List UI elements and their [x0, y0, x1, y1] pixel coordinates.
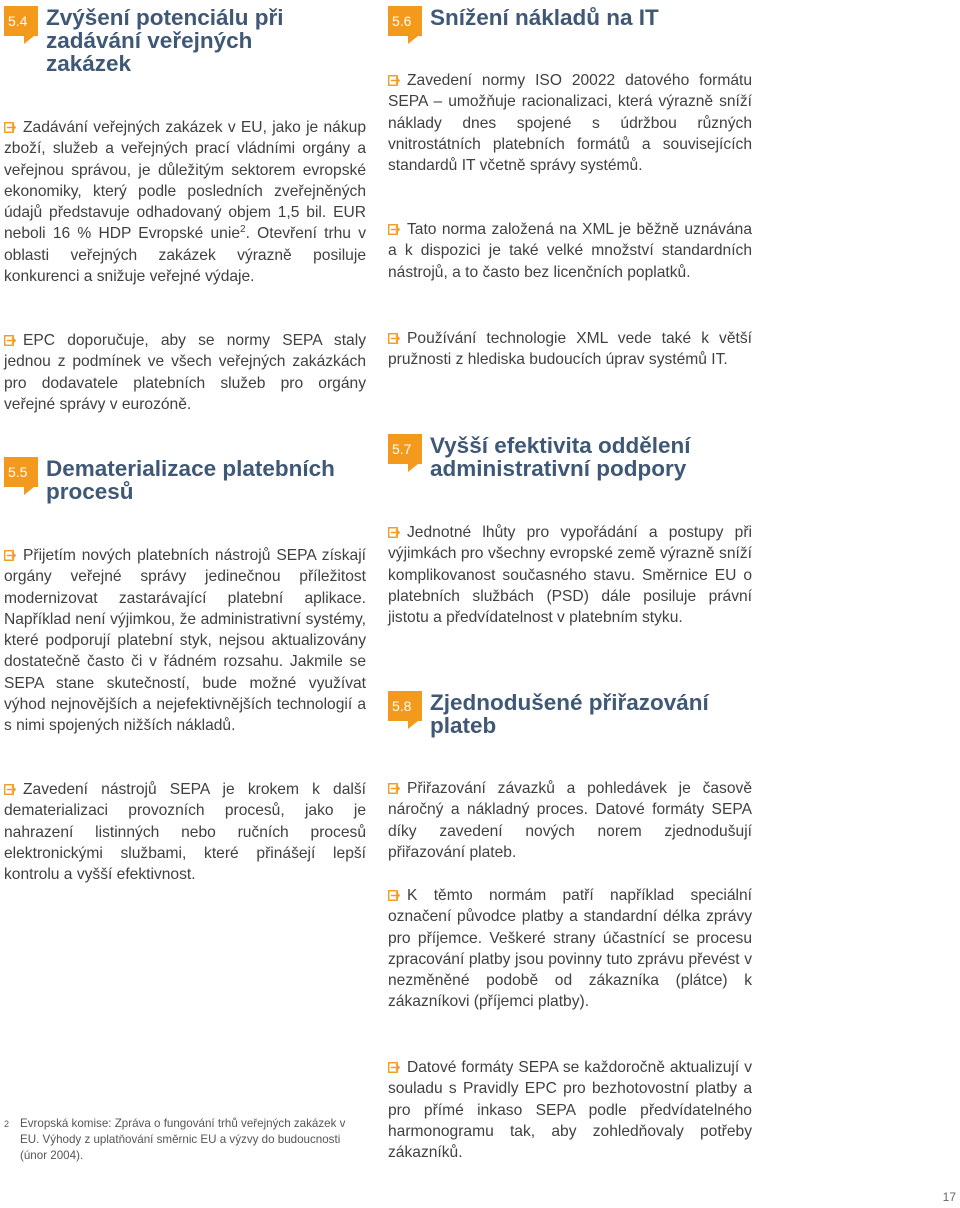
paragraph-text: Jednotné lhůty pro vypořádání a postupy při výjimkách pro všechny evropské země výrazně sníží komplikovanost současného stavu. Směrnice EU o platebních službách (PSD) dále posiluje právní jistotu a předvídatelnost v platebním styku.: [388, 524, 752, 627]
paragraph-text: Datové formáty SEPA se každoročně aktualizují v souladu s Pravidly EPC pro bezhotovostní platby a pro přímé inkaso SEPA podle předvídatelného harmonogramu tak, aby zohledňovaly potřeby zákazníků.: [388, 1059, 752, 1162]
section-5-8-paragraph-2: [388, 885, 752, 1013]
arrow-bullet-icon: [388, 890, 400, 901]
section-5-6-heading: [388, 6, 752, 46]
paragraph-text: Přijetím nových platebních nástrojů SEPA získají orgány veřejné správy jedinečnou příležitost modernizovat zastarávající platební aplikace. Například není výjimkou, že administrativní systémy, které podporují platební styk, nejsou aktualizovány dostatečně často či v řádném rozsahu. Jakmile se SEPA stane skutečností, bude možné využívat výhod nejnovějších a nejefektivnějších technologií a s nimi spojených nižších nákladů.: [4, 547, 366, 735]
section-5-8-heading: [388, 691, 752, 737]
arrow-bullet-icon: [388, 333, 400, 344]
section-5-8-paragraph-3: [388, 1057, 752, 1163]
section-title: Snížení nákladů na IT: [430, 5, 659, 30]
arrow-bullet-icon: [4, 784, 16, 795]
section-number-badge: 5.4: [4, 6, 38, 36]
section-number-badge: 5.6: [388, 6, 422, 36]
arrow-bullet-icon: [388, 783, 400, 794]
arrow-bullet-icon: [388, 527, 400, 538]
paragraph-text: Zavedení normy ISO 20022 datového formátu SEPA – umožňuje racionalizaci, která výrazně sníží náklady dnes spojené s údržbou různých vnitrostátních platebních formátů a souvisejících standardů IT včetně správy systémů.: [388, 72, 752, 175]
section-title: Zvýšení potenciálu při zadávání veřejných zakázek: [46, 5, 284, 76]
paragraph-text: Zavedení nástrojů SEPA je krokem k další dematerializaci provozních procesů, jako je nahrazení listinných nebo ručních procesů elektronickými službami, které přinášejí lepší kontrolu a vyšší efektivnost.: [4, 781, 366, 884]
paragraph-text: Zadávání veřejných zakázek v EU, jako je nákup zboží, služeb a veřejných prací vládními orgány a veřejnou správou, je důležitým sektorem evropské ekonomiky, který podle posledních zveřejněných údajů představuje odhadovaný objem 1,5 bil. EUR neboli 16 % HDP Evropské unie: [4, 119, 366, 243]
section-5-7-heading: [388, 434, 752, 480]
section-5-7-paragraph-1: [388, 522, 752, 628]
footnote-text: Evropská komise: Zpráva o fungování trhů veřejných zakázek v EU. Výhody z uplatňování směrnic EU a výzvy do budoucnosti (únor 2004).: [20, 1117, 346, 1162]
section-5-8-paragraph-1: [388, 778, 752, 863]
paragraph-text-tail: . Otevření trhu v oblasti veřejných zakázek výrazně posiluje konkurenci a snižuje veřejné výdaje.: [4, 225, 366, 286]
section-number-badge: 5.8: [388, 691, 422, 721]
paragraph-text: Přiřazování závazků a pohledávek je časově náročný a nákladný proces. Datové formáty SEPA díky zavedení nových norem zjednodušují přiřazování plateb.: [388, 780, 752, 861]
section-5-4-heading: [4, 6, 366, 75]
footnote-number: 2: [4, 1119, 10, 1129]
footnote: [4, 1116, 366, 1164]
section-5-4-paragraph-2: [4, 330, 366, 415]
section-number-badge: 5.5: [4, 457, 38, 487]
section-5-4-paragraph-1: [4, 117, 366, 287]
footnote-reference[interactable]: 2: [240, 224, 246, 236]
section-title: Vyšší efektivita oddělení administrativní podpory: [430, 433, 691, 481]
arrow-bullet-icon: [388, 75, 400, 86]
arrow-bullet-icon: [388, 1062, 400, 1073]
paragraph-text: EPC doporučuje, aby se normy SEPA staly jednou z podmínek ve všech veřejných zakázkách pro dodavatele platebních služeb pro orgány veřejné správy v eurozóně.: [4, 332, 366, 413]
section-5-6-paragraph-2: [388, 219, 752, 283]
paragraph-text: K těmto normám patří například speciální označení původce platby a standardní délka zprávy pro příjemce. Veškeré strany účastnící se procesu zpracování platby jsou povinny tuto zprávu převést v nezměněné podobě od zákazníka (plátce) k zákazníkovi (příjemci platby).: [388, 887, 752, 1011]
section-5-5-paragraph-1: [4, 545, 366, 737]
arrow-bullet-icon: [4, 335, 16, 346]
section-title: Zjednodušené přiřazování plateb: [430, 690, 709, 738]
arrow-bullet-icon: [388, 224, 400, 235]
arrow-bullet-icon: [4, 122, 16, 133]
page-number: 17: [942, 1190, 956, 1204]
paragraph-text: Tato norma založená na XML je běžně uznávána a k dispozici je také velké množství standardních nástrojů, a to často bez licenčních poplatků.: [388, 221, 752, 281]
section-5-5-paragraph-2: [4, 779, 366, 885]
section-number-badge: 5.7: [388, 434, 422, 464]
paragraph-text: Používání technologie XML vede také k větší pružnosti z hlediska budoucích úprav systémů IT.: [388, 330, 752, 369]
section-5-6-paragraph-1: [388, 70, 752, 176]
section-5-6-paragraph-3: [388, 328, 752, 371]
arrow-bullet-icon: [4, 550, 16, 561]
section-5-5-heading: [4, 457, 366, 503]
section-title: Dematerializace platebních procesů: [46, 456, 335, 504]
